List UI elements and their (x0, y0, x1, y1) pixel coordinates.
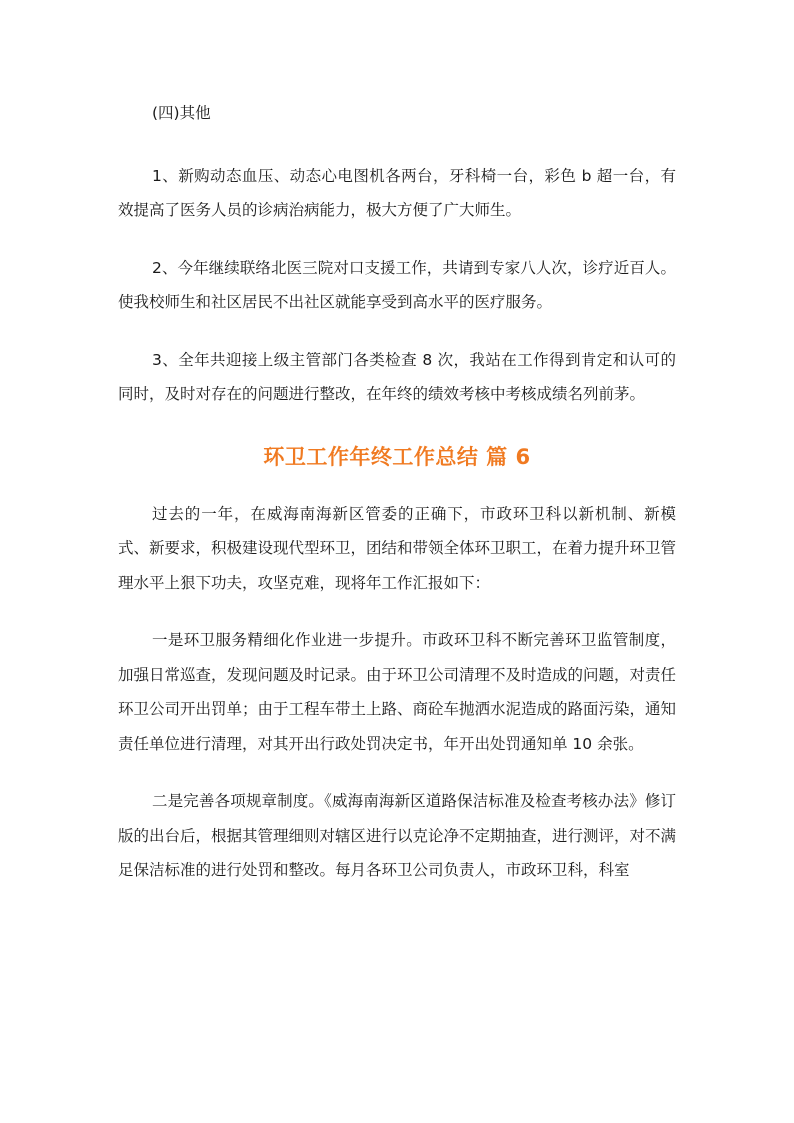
article-title: 环卫工作年终工作总结 篇 6 (263, 444, 531, 469)
section-label: (四)其他 (152, 104, 211, 122)
list-item: 3、全年共迎接上级主管部门各类检查 8 次，我站在工作得到肯定和认可的同时，及时对存在的问题进行整改，在年终的绩效考核中考核成绩名列前茅。 (118, 350, 676, 403)
document-body (118, 96, 676, 888)
article-paragraph: 一是环卫服务精细化作业进一步提升。市政环卫科不断完善环卫监管制度，加强日常巡查，发现问题及时记录。由于环卫公司清理不及时造成的问题，对责任环卫公司开出罚单；由于工程车带土上路、商砼车抛洒水泥造成的路面污染，通知责任单位进行清理，对其开出行政处罚决定书，年开出处罚通知单 10 余张。 (118, 631, 677, 753)
article-paragraph: 二是完善各项规章制度。《威海南海新区道路保洁标准及检查考核办法》修订版的出台后，根据其管理细则对辖区进行以克论净不定期抽查，进行测评，对不满足保洁标准的进行处罚和整改。每月各环卫公司负责人，市政环卫科，科室 (118, 792, 677, 879)
list-item: 1、新购动态血压、动态心电图机各两台，牙科椅一台，彩色 b 超一台，有效提高了医务人员的诊病治病能力，极大方便了广大师生。 (118, 166, 676, 219)
article-paragraph: 过去的一年，在威海南海新区管委的正确下，市政环卫科以新机制、新模式、新要求，积极建设现代型环卫，团结和带领全体环卫职工，在着力提升环卫管理水平上狠下功夫，攻坚克难，现将年工作汇报如下： (118, 504, 677, 592)
list-item: 2、今年继续联络北医三院对口支援工作，共请到专家八人次，诊疗近百人。使我校师生和社区居民不出社区就能享受到高水平的医疗服务。 (118, 258, 676, 311)
